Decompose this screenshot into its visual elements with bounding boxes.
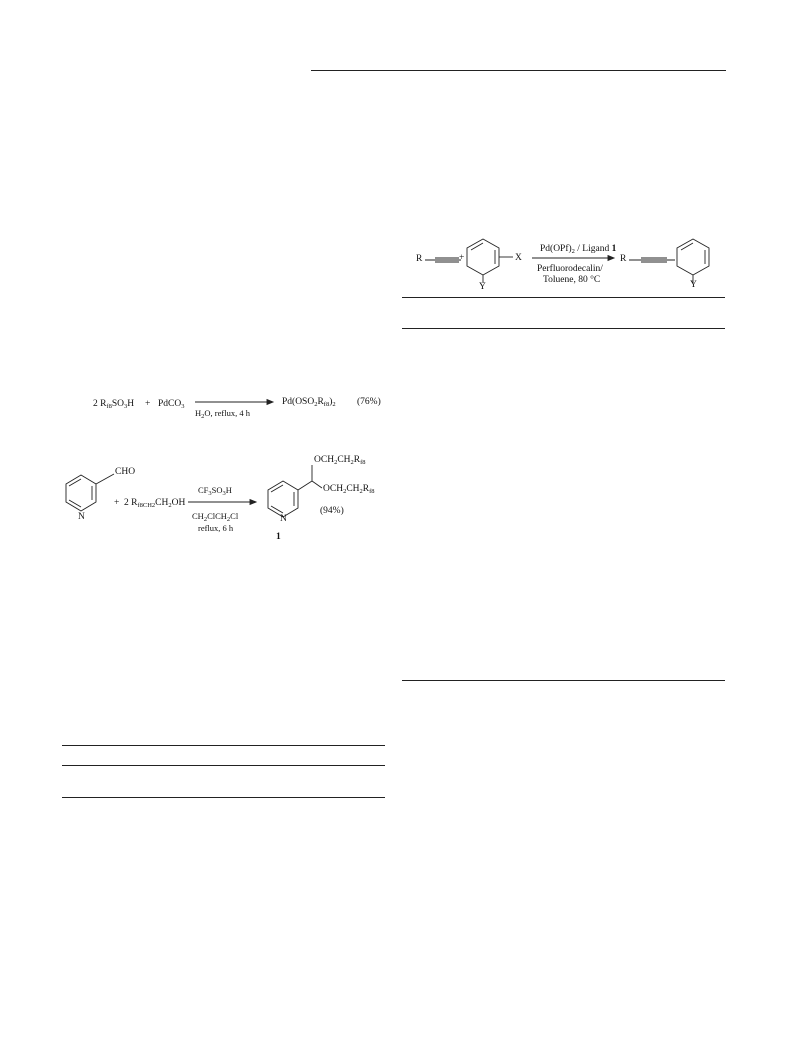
ligand-group-top: $OCH_2CH_2R_{f8}$ xyxy=(314,455,366,466)
product-aryl-structure xyxy=(672,236,722,286)
scheme1-reactant1: 2 $R_{f8}SO_3H$ xyxy=(93,399,135,410)
aryl-halide-structure xyxy=(462,236,522,286)
scheme2-catalyst: $CF_3SO_3H$ xyxy=(198,485,232,497)
table-rule-right-3 xyxy=(402,680,725,681)
scheme3-r-left: R xyxy=(416,254,423,264)
scheme1-product: $Pd(OSO_2R_{f8})_2$ xyxy=(282,397,336,408)
table-rule-right-2 xyxy=(402,328,725,329)
aldehyde-group-label: CHO xyxy=(115,467,136,477)
table-rule-left-3 xyxy=(62,797,385,798)
scheme1-conditions: $H_2O$, reflux, 4 h xyxy=(195,408,250,420)
scheme2-yield: (94%) xyxy=(320,506,344,516)
scheme1-reactant2: PdCO$_3$ xyxy=(158,399,185,410)
scheme2-solvent: $CH_2ClCH_2Cl$ xyxy=(192,511,239,523)
scheme3-arrow xyxy=(532,254,617,262)
ligand-1-structure xyxy=(262,455,322,530)
scheme2-plus: + xyxy=(114,498,120,508)
scheme3-catalyst: $Pd(OPf)_2$ / Ligand 1 xyxy=(540,244,617,255)
scheme2-alcohol: 2 $R_{f8CH2}CH_2OH$ xyxy=(124,498,186,509)
compound-number-1: 1 xyxy=(276,532,281,542)
top-rule-right xyxy=(311,70,726,71)
scheme3-plus: + xyxy=(459,253,465,263)
ligand-n-label: N xyxy=(280,514,287,524)
table-rule-left-1 xyxy=(62,745,385,746)
scheme3-solvent-1: Perfluorodecalin/ xyxy=(537,264,603,274)
pyridine-n-label: N xyxy=(78,512,85,522)
scheme3-y-left: Y xyxy=(479,282,486,292)
ligand-group-bottom: $OCH_2CH_2R_{f8}$ xyxy=(323,484,375,495)
scheme1-arrow xyxy=(195,398,275,406)
scheme3-x-label: X xyxy=(515,253,522,263)
scheme1-yield: (76%) xyxy=(357,397,381,407)
pyridine-3-carbaldehyde-structure xyxy=(60,470,130,530)
scheme2-arrow xyxy=(188,498,258,506)
table-rule-left-2 xyxy=(62,765,385,766)
scheme3-r-right: R xyxy=(620,254,627,264)
scheme1-plus: + xyxy=(145,399,151,409)
table-rule-right-1 xyxy=(402,297,725,298)
scheme2-time: reflux, 6 h xyxy=(198,523,234,533)
scheme3-y-right: Y xyxy=(690,280,697,290)
scheme3-solvent-2: Toluene, 80 °C xyxy=(543,275,601,285)
